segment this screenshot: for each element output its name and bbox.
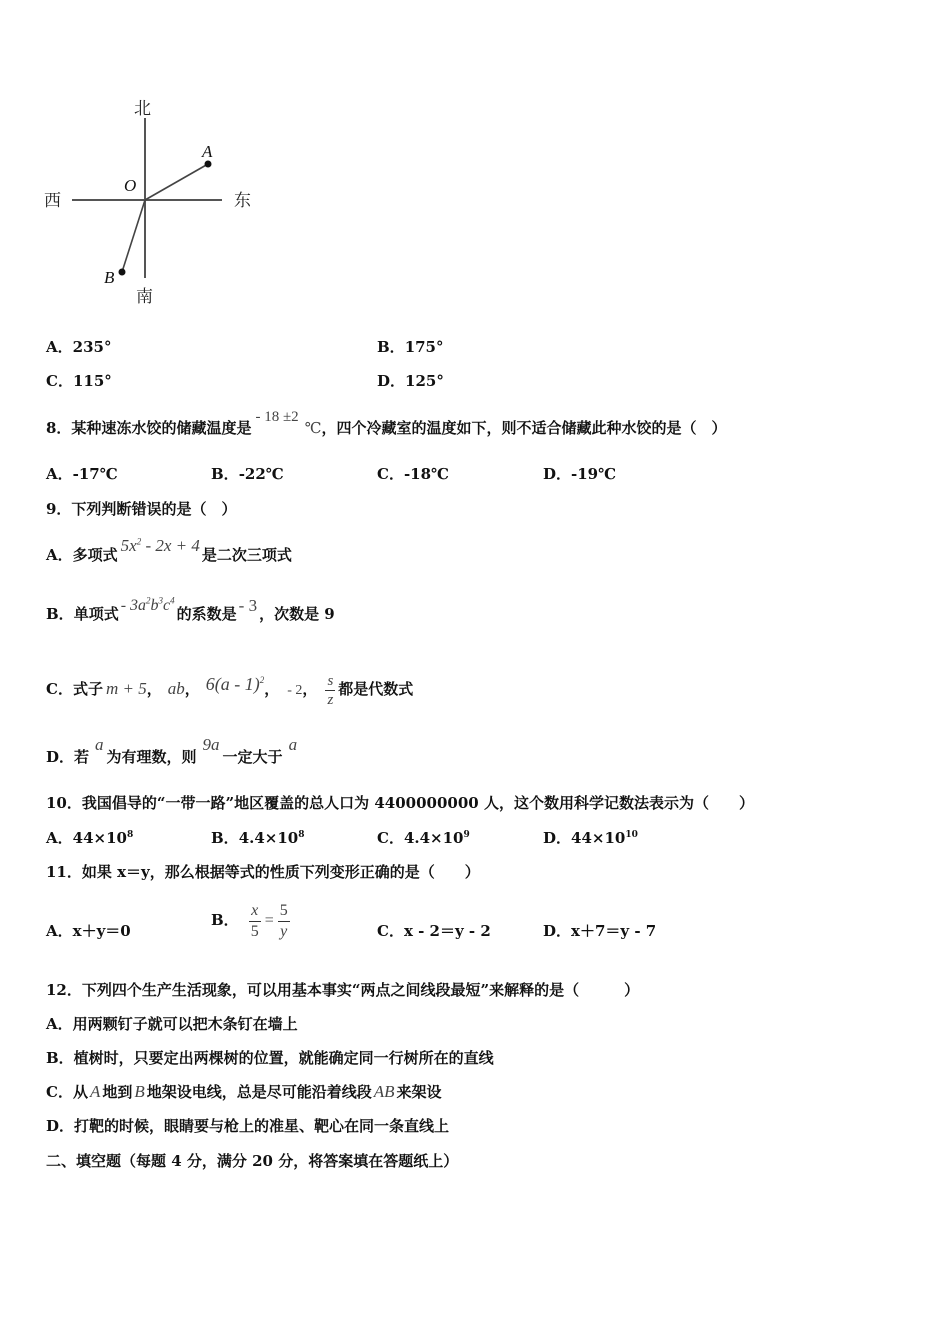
q9-a-expr-1: 5x	[120, 536, 137, 555]
q9-d-post: 一定大于	[222, 748, 283, 766]
q9-c-sep3: ，	[264, 680, 280, 698]
q8-option-c-text: -18℃	[403, 465, 450, 483]
q10-b-base: 4.4×10	[238, 829, 299, 847]
q8-option-b[interactable]	[211, 463, 284, 484]
label-south: 南	[136, 287, 153, 307]
q9-b-letter: B．	[46, 605, 74, 623]
q12-stem: 12．下列四个生产生活现象，可以用基本事实“两点之间线段最短”来解释的是（ ）	[46, 981, 640, 999]
q9-d-mid: 为有理数，则	[106, 748, 197, 766]
q8-stem-pre: 8．某种速冻水饺的储藏温度是	[46, 419, 252, 437]
q9-b-exp2: 3	[158, 595, 164, 606]
label-point-b: B	[104, 268, 115, 287]
q9-d-letter: D．	[46, 748, 75, 766]
q9-d-a2: a	[288, 735, 298, 754]
q8-option-c[interactable]	[377, 463, 449, 484]
q9-c-sep1: ，	[146, 680, 162, 698]
q7-option-a-text: 235°	[72, 338, 112, 356]
q11-b-frac2	[278, 901, 290, 942]
q9-a-expr	[121, 536, 200, 555]
q10-d-base: 44×10	[571, 829, 626, 847]
q9-a-expr-sup: 2	[136, 536, 142, 547]
q12-option-c[interactable]	[46, 1081, 442, 1102]
q8-option-d-text: -19℃	[571, 465, 617, 483]
q9-c-e4: - 2	[287, 683, 303, 698]
ray-oa	[145, 164, 208, 200]
q9-b-c: c	[163, 597, 171, 614]
q8-stem-post: ，四个冷藏室的温度如下，则不适合储藏此种水饺的是（ ）	[321, 419, 727, 437]
q8-option-a-text: -17℃	[72, 465, 118, 483]
q10-b-letter: B．	[211, 829, 239, 847]
q11-b-num2: 5	[278, 901, 290, 922]
q7-option-a[interactable]	[46, 336, 111, 357]
q10-d-exp: 10	[625, 830, 638, 840]
label-origin: O	[124, 176, 137, 195]
q8-unit: ℃	[304, 421, 322, 437]
q10-a-letter: A．	[46, 829, 73, 847]
q11-option-d[interactable]: D．x＋7＝y - 7	[543, 922, 657, 940]
q9-c-e3-base: 6(a - 1)	[205, 674, 260, 694]
q10-a-exp: 8	[126, 830, 134, 840]
q11-b-den2: y	[280, 922, 288, 940]
q9-d-9a: 9a	[202, 735, 220, 754]
q9-option-b[interactable]	[46, 595, 335, 624]
q8-option-b-text: -22℃	[238, 465, 284, 483]
q12-option-d[interactable]: D．打靶的时候，眼睛要与枪上的准星、靶心在同一条直线上	[46, 1117, 450, 1135]
q9-c-e2: ab	[167, 679, 185, 698]
q9-b-post: ，次数是 9	[259, 605, 335, 623]
q11-b-frac1	[249, 901, 261, 942]
q9-d-pre: 若	[74, 748, 90, 766]
q11-option-b[interactable]	[211, 895, 290, 946]
q9-b-expr-a: - 3a	[120, 597, 147, 614]
q10-c-base: 4.4×10	[403, 829, 464, 847]
q12-c-mid2: 地架设电线，总是尽可能沿着线段	[146, 1083, 372, 1101]
q10-stem: 10．我国倡导的“一带一路”地区覆盖的总人口为 4400000000 人，这个数用科学记数法表示为（ ）	[46, 794, 754, 812]
q7-option-b-letter: B．	[377, 338, 405, 356]
q10-option-c[interactable]	[377, 827, 470, 848]
q9-c-frac	[325, 672, 335, 709]
q7-option-d-letter: D．	[377, 372, 406, 390]
q9-c-post: 都是代数式	[338, 680, 414, 698]
q9-a-post: 是二次三项式	[201, 546, 292, 564]
q9-c-num: s	[327, 672, 334, 689]
q7-option-b-text: 175°	[404, 338, 444, 356]
q10-c-letter: C．	[377, 829, 404, 847]
q7-option-c-text: 115°	[72, 372, 112, 390]
q9-d-a: a	[95, 735, 104, 754]
q12-option-b[interactable]: B．植树时，只要定出两棵树的位置，就能确定同一行树所在的直线	[46, 1049, 494, 1067]
q7-option-c-letter: C．	[46, 372, 73, 390]
q9-b-mid: 的系数是	[176, 605, 237, 623]
q7-option-c[interactable]	[46, 370, 112, 391]
q9-c-e1: m + 5	[105, 679, 147, 698]
q10-d-letter: D．	[543, 829, 572, 847]
label-north: 北	[134, 99, 151, 119]
point-b-dot	[119, 269, 126, 276]
q8-option-b-letter: B．	[211, 465, 239, 483]
q12-c-point-a: A	[89, 1082, 101, 1101]
q7-option-d-text: 125°	[405, 372, 444, 390]
label-point-a: A	[202, 142, 213, 161]
q8-temp: - 18 ±2	[255, 409, 299, 425]
q9-c-sep4: ，	[302, 680, 318, 698]
q8-option-c-letter: C．	[377, 465, 404, 483]
q11-stem: 11．如果 x＝y，那么根据等式的性质下列变形正确的是（ ）	[46, 863, 480, 881]
q12-c-point-b: B	[134, 1082, 145, 1101]
q7-option-b[interactable]	[377, 336, 444, 357]
q12-option-a[interactable]: A．用两颗钉子就可以把木条钉在墙上	[46, 1015, 298, 1033]
q11-option-a[interactable]: A．x＋y＝0	[46, 922, 131, 940]
q9-c-sep2: ，	[184, 680, 200, 698]
q10-option-d[interactable]	[543, 827, 638, 848]
q9-b-expr	[121, 597, 175, 614]
q10-c-exp: 9	[463, 830, 470, 840]
q9-b-exp1: 2	[146, 595, 151, 606]
q11-b-num1: x	[249, 901, 261, 922]
q9-c-e3-sup: 2	[259, 675, 265, 685]
q9-a-expr-2: - 2x + 4	[141, 536, 200, 555]
q7-option-d[interactable]	[377, 370, 444, 391]
q9-b-b: b	[150, 597, 159, 614]
q9-b-pre: 单项式	[73, 605, 119, 623]
q9-a-letter: A．	[46, 546, 73, 564]
q9-a-pre: 多项式	[72, 546, 118, 564]
q12-c-pre: C．从	[46, 1083, 88, 1101]
q9-option-c[interactable]	[46, 662, 413, 713]
q11-option-c[interactable]: C．x - 2＝y - 2	[377, 922, 491, 940]
q12-c-segment: AB	[373, 1082, 395, 1101]
q9-c-letter: C．	[46, 680, 73, 698]
q9-option-a[interactable]	[46, 536, 292, 565]
q9-c-e3	[206, 674, 264, 694]
q8-option-a-letter: A．	[46, 465, 73, 483]
q7-option-a-letter: A．	[46, 338, 73, 356]
q8-option-d-letter: D．	[543, 465, 572, 483]
q12-c-mid1: 地到	[102, 1083, 133, 1101]
q10-a-base: 44×10	[72, 829, 127, 847]
section-heading: 二、填空题（每题 4 分，满分 20 分，将答案填在答题纸上）	[46, 1152, 459, 1170]
q10-b-exp: 8	[298, 830, 305, 840]
q9-b-exp3: 4	[170, 595, 175, 606]
q9-b-coef: - 3	[238, 596, 258, 615]
ray-ob	[122, 200, 145, 272]
q8-stem	[46, 409, 727, 438]
q9-c-pre: 式子	[72, 680, 103, 698]
q10-option-a[interactable]	[46, 827, 133, 848]
label-west: 西	[44, 191, 61, 211]
q9-c-den: z	[327, 691, 334, 708]
q8-option-a[interactable]	[46, 463, 118, 484]
direction-figure	[40, 92, 270, 307]
q11-b-den1: 5	[250, 922, 259, 940]
q9-option-d[interactable]	[46, 735, 298, 767]
q8-option-d[interactable]	[543, 463, 616, 484]
q11-b-letter: B．	[211, 911, 239, 929]
q9-stem: 9．下列判断错误的是（ ）	[46, 500, 237, 518]
q11-b-eq: =	[264, 912, 274, 929]
label-east: 东	[234, 191, 251, 211]
q12-c-post: 来架设	[396, 1083, 442, 1101]
q10-option-b[interactable]	[211, 827, 305, 848]
